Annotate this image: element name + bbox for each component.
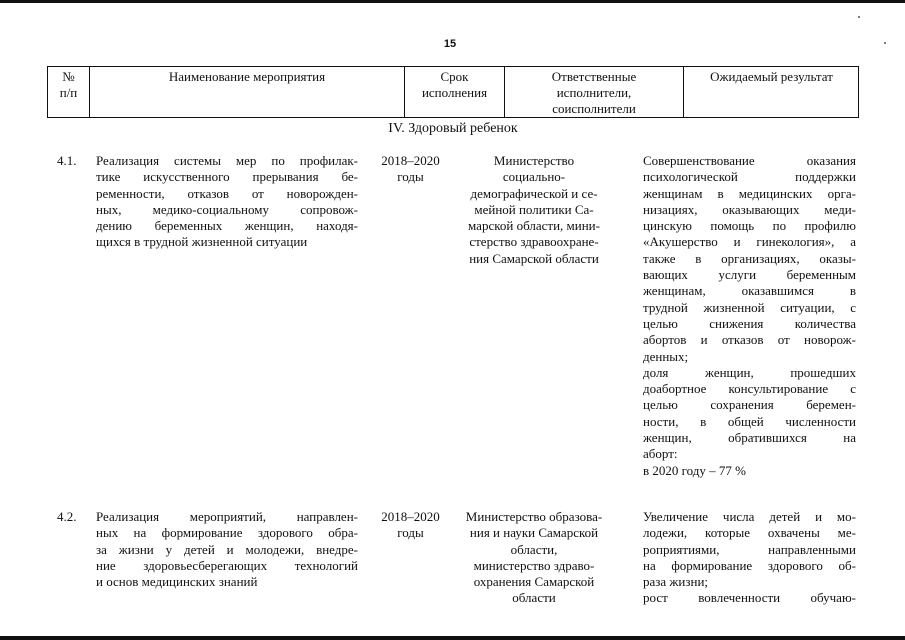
text-line: ния Самарской области bbox=[469, 250, 599, 266]
header-line: Ответственные bbox=[551, 69, 637, 84]
row-result bbox=[643, 509, 856, 607]
header-line: Срок bbox=[440, 69, 469, 84]
header-line: исполнители, bbox=[556, 85, 632, 100]
text-line: трудной жизненной ситуации, с bbox=[643, 299, 856, 315]
text-line: ременности, отказов от новорожден- bbox=[96, 185, 358, 201]
section-title: IV. Здоровый ребенок bbox=[388, 121, 518, 136]
text-line: дению беременных женщин, находя- bbox=[96, 218, 358, 234]
header-result bbox=[684, 67, 859, 117]
text-line: области, bbox=[510, 541, 558, 557]
header-line: Ожидаемый результат bbox=[710, 69, 833, 84]
row-name bbox=[96, 153, 358, 251]
text-line: роприятиями, направленными bbox=[643, 541, 856, 557]
text-line: низациях, оказывающих меди- bbox=[643, 201, 856, 217]
header-line: Наименование мероприятия bbox=[168, 69, 326, 84]
text-line: денных; bbox=[643, 348, 689, 364]
text-line: стерство здравоохране- bbox=[469, 234, 599, 250]
text-line: в 2020 году – 77 % bbox=[643, 462, 746, 478]
text-line: и основ медицинских знаний bbox=[96, 574, 258, 590]
text-line: щихся в трудной жизненной ситуации bbox=[96, 234, 308, 250]
text-line: женщин, обратившихся на bbox=[643, 430, 856, 446]
scan-speck bbox=[884, 42, 886, 44]
text-line: также в организациях, оказы- bbox=[643, 250, 856, 266]
header-line: соисполнители bbox=[552, 101, 636, 116]
text-line: области bbox=[512, 590, 556, 606]
text-line: ния и науки Самарской bbox=[469, 525, 599, 541]
text-line: ние здоровьесберегающих технологий bbox=[96, 557, 358, 573]
text-line: лодежи, которые охвачены ме- bbox=[643, 525, 856, 541]
text-line: Увеличение числа детей и мо- bbox=[643, 509, 856, 524]
text-line: Реализация мероприятий, направлен- bbox=[96, 509, 358, 524]
row-term bbox=[368, 153, 453, 186]
text-line: Министерство bbox=[493, 153, 575, 168]
text-line: ных, медико-социальному сопровож- bbox=[96, 201, 358, 217]
scan-top-edge bbox=[0, 0, 905, 3]
header-line: № bbox=[62, 69, 75, 84]
text-line: мейной политики Са- bbox=[474, 201, 594, 217]
row-responsible bbox=[461, 153, 607, 267]
text-line: демографической и се- bbox=[470, 185, 598, 201]
row-number: 4.1. bbox=[57, 153, 77, 168]
header-name bbox=[90, 67, 405, 117]
text-line: 2018–2020 bbox=[381, 509, 440, 524]
text-line: годы bbox=[397, 169, 424, 185]
text-line: женщинам, оказавшимся в bbox=[643, 283, 856, 299]
header-line: п/п bbox=[59, 85, 78, 100]
row-term bbox=[368, 509, 453, 542]
table-header bbox=[47, 66, 859, 118]
text-line: абортов и отказов от новорож- bbox=[643, 332, 856, 348]
text-line: годы bbox=[397, 525, 424, 541]
text-line: доля женщин, прошедших bbox=[643, 364, 856, 380]
row-result bbox=[643, 153, 856, 479]
header-line: исполнения bbox=[421, 85, 488, 100]
text-line: психологической поддержки bbox=[643, 169, 856, 185]
text-line: доабортное консультирование с bbox=[643, 381, 856, 397]
text-line: рост вовлеченности обучаю- bbox=[643, 590, 856, 606]
text-line: министерство здраво- bbox=[473, 557, 595, 573]
row-responsible bbox=[461, 509, 607, 607]
text-line: раза жизни; bbox=[643, 574, 709, 590]
text-line: ных на формирование здорового обра- bbox=[96, 525, 358, 541]
text-line: вающих услуги беременным bbox=[643, 267, 856, 283]
text-line: охранения Самарской bbox=[473, 574, 595, 590]
text-line: тике искусственного прерывания бе- bbox=[96, 169, 358, 185]
text-line: целью снижения количества bbox=[643, 315, 856, 331]
text-line: на формирование здорового об- bbox=[643, 557, 856, 573]
row-number: 4.2. bbox=[57, 509, 77, 524]
text-line: аборт: bbox=[643, 446, 678, 462]
page-number: 15 bbox=[443, 38, 457, 50]
header-number bbox=[48, 67, 90, 117]
text-line: за жизни у детей и молодежи, внедре- bbox=[96, 541, 358, 557]
text-line: Министерство образова- bbox=[465, 509, 603, 524]
text-line: социально- bbox=[502, 169, 566, 185]
text-line: целью сохранения беремен- bbox=[643, 397, 856, 413]
text-line: марской области, мини- bbox=[468, 218, 600, 234]
text-line: 2018–2020 bbox=[381, 153, 440, 168]
text-line: Совершенствование оказания bbox=[643, 153, 856, 168]
scan-speck bbox=[858, 16, 860, 18]
text-line: ности, в общей численности bbox=[643, 413, 856, 429]
scan-bottom-edge bbox=[0, 636, 905, 640]
row-name bbox=[96, 509, 358, 590]
text-line: «Акушерство и гинекология», а bbox=[643, 234, 856, 250]
header-term bbox=[405, 67, 505, 117]
text-line: Реализация системы мер по профилак- bbox=[96, 153, 358, 168]
text-line: женщинам в медицинских орга- bbox=[643, 185, 856, 201]
header-responsible bbox=[505, 67, 684, 117]
text-line: цинскую помощь по профилю bbox=[643, 218, 856, 234]
